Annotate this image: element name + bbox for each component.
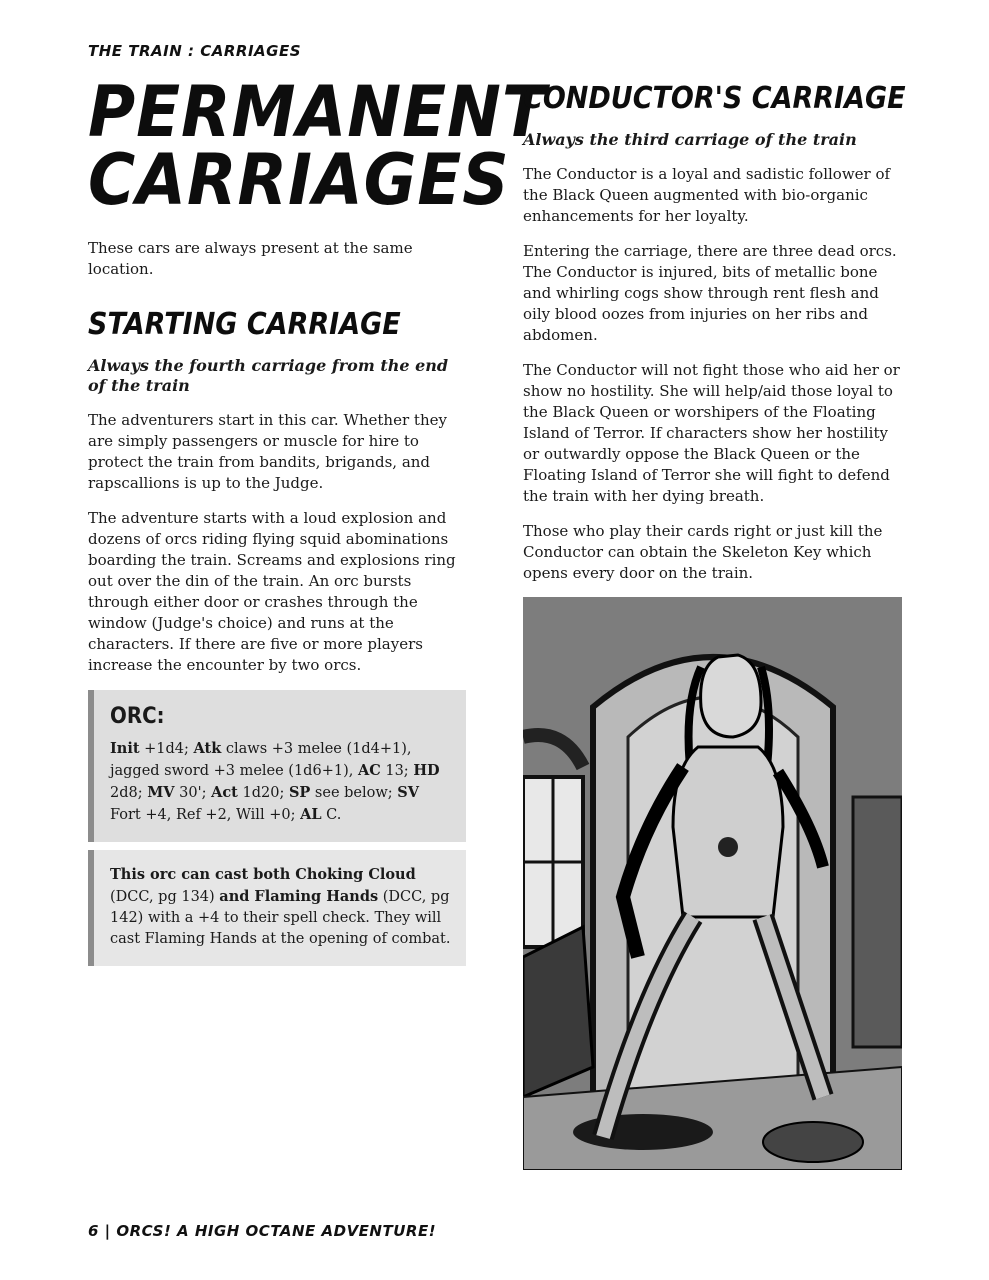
left-seat: [523, 927, 593, 1097]
stat-atk-value: claws +3 melee (1d4+1), jagged sword +3 melee (1d6+1),: [110, 741, 412, 779]
stat-ac-label: AC: [357, 762, 381, 779]
conductors-carriage-paragraph-3: The Conductor will not fight those who aid her or show no hostility. She will help/aid those loyal to the Black Queen or worshipers of the Floating Island of Terror. If characters show her hostility or outwardly oppose the Black Queen or the Floating Island of Terror she will fight to defend the train with her dying breath.: [523, 361, 900, 505]
stat-atk-label: Atk: [193, 740, 222, 757]
stat-mv-value: 30';: [174, 785, 212, 801]
page-footer: 6 | ORCS! A HIGH OCTANE ADVENTURE!: [88, 1222, 437, 1240]
conductors-carriage-subheading: Always the third carriage of the train: [523, 130, 857, 149]
stat-mv-label: MV: [147, 784, 175, 801]
conductor-illustration-art: [523, 597, 902, 1170]
stat-act-label: Act: [211, 784, 238, 801]
stat-init-label: Init: [110, 740, 140, 757]
stat-hd-value: 2d8;: [110, 785, 148, 801]
page-title: [88, 71, 547, 221]
stat-al-value: C.: [321, 807, 342, 823]
stat-al-label: AL: [300, 806, 322, 823]
starting-carriage-paragraph-2: The adventure starts with a loud explosion and dozens of orcs riding flying squid abominations boarding the train. Screams and explosions ring out over the din of the train. An orc bursts through either door or crashes through the window (Judge's choice) and runs at the characters. If there are five or more players increase the encounter by two orcs.: [88, 509, 456, 674]
conductors-carriage-paragraph-2: Entering the carriage, there are three dead orcs. The Conductor is injured, bits of metallic bone and whirling cogs show through rent flesh and oily blood oozes from injuries on her ribs and abdomen.: [523, 242, 897, 344]
right-column: [523, 81, 906, 598]
orc-stat-line: [110, 738, 452, 826]
spell-note-ref-2: (DCC, pg 142) with a +4 to their spell check. They will cast Flaming Hands at the opening of combat.: [110, 889, 451, 947]
orc-spell-note: [110, 864, 452, 950]
conductor-wound: [718, 837, 738, 857]
conductors-carriage-paragraph-4: Those who play their cards right or just kill the Conductor can obtain the Skeleton Key which opens every door on the train.: [523, 522, 883, 582]
conductor-illustration: [523, 597, 902, 1170]
spell-note-bold-1: This orc can cast both Choking Cloud: [110, 866, 416, 883]
conductors-carriage-heading: CONDUCTOR'S CARRIAGE: [523, 81, 906, 116]
page-title-line-2: CARRIAGES: [88, 139, 510, 221]
intro-paragraph: These cars are always present at the same location.: [88, 239, 413, 278]
stat-sv-value: Fort +4, Ref +2, Will +0;: [110, 807, 301, 823]
stat-init-value: +1d4;: [139, 741, 194, 757]
conductor-head: [701, 655, 761, 737]
running-head: THE TRAIN : CARRIAGES: [88, 42, 301, 60]
stat-hd-label: HD: [413, 762, 440, 779]
starting-carriage-subheading: Always the fourth carriage from the end of the train: [88, 356, 449, 395]
spell-note-bold-2: and Flaming Hands: [219, 888, 379, 905]
stat-sp-label: SP: [288, 784, 311, 801]
stat-sp-value: see below;: [310, 785, 398, 801]
page-title-line-1: PERMANENT: [88, 71, 547, 153]
orc-spell-note-panel: [88, 850, 466, 966]
orc-stats-panel: [88, 690, 466, 842]
stat-act-value: 1d20;: [237, 785, 289, 801]
stat-sv-label: SV: [397, 784, 420, 801]
left-column: [88, 71, 547, 966]
spell-note-ref-1: (DCC, pg 134): [110, 889, 220, 905]
conductor-torso: [673, 747, 783, 917]
stat-ac-value: 13;: [380, 763, 414, 779]
dead-orc: [763, 1122, 863, 1162]
orc-stat-title: ORC:: [110, 704, 165, 729]
starting-carriage-heading: STARTING CARRIAGE: [88, 307, 401, 342]
orc-stat-block: [88, 690, 466, 966]
right-wall: [853, 797, 902, 1047]
starting-carriage-paragraph-1: The adventurers start in this car. Whether they are simply passengers or muscle for hire to protect the train from bandits, brigands, and rapscallions is up to the Judge.: [88, 411, 447, 492]
conductors-carriage-paragraph-1: The Conductor is a loyal and sadistic follower of the Black Queen augmented with bio-organic enhancements for her loyalty.: [523, 165, 891, 225]
